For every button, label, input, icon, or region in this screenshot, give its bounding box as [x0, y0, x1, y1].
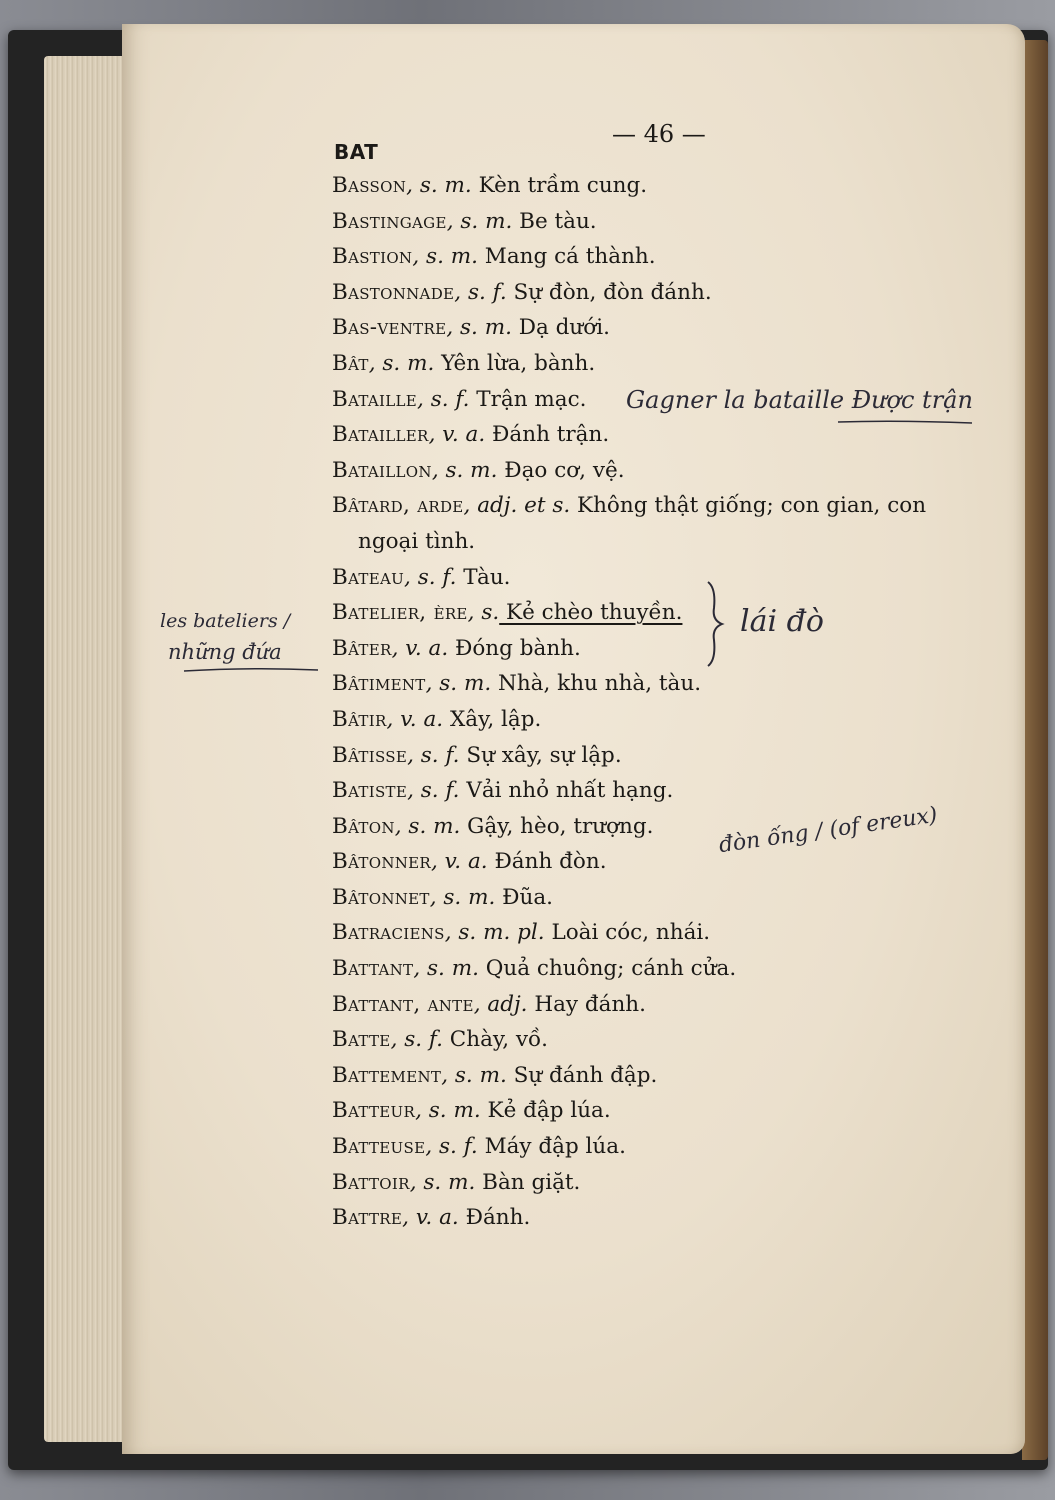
entry-grammar: , s. m. — [431, 457, 498, 483]
handwritten-underline — [836, 418, 976, 426]
entry-definition: Không thật giống; con gian, con — [570, 493, 927, 519]
handwritten-margin-note: les bateliers / — [160, 610, 291, 632]
entry-grammar: , v. a. — [386, 706, 444, 732]
book-spine-edge — [1022, 40, 1048, 1460]
entry-grammar: , s. m. — [394, 813, 461, 839]
dictionary-entry — [332, 666, 1012, 702]
entry-headword: Batte — [332, 1027, 391, 1053]
entry-definition: Sự đòn, đòn đánh. — [506, 279, 712, 305]
entry-grammar: , s. m. — [429, 884, 496, 910]
entry-headword: Bataillon — [332, 457, 432, 483]
entry-headword: Battant — [332, 956, 414, 982]
entry-definition: Gậy, hèo, trượng. — [460, 813, 654, 839]
handwritten-underline — [182, 666, 322, 674]
entry-grammar: , s. f. — [407, 742, 460, 768]
entry-grammar: , v. a. — [431, 849, 488, 875]
entry-definition: Be tàu. — [512, 208, 597, 234]
entry-headword: Battement — [332, 1062, 442, 1088]
dictionary-entry — [332, 844, 1012, 880]
entry-definition: Xây, lập. — [443, 706, 542, 732]
entry-definition: Mang cá thành. — [477, 244, 656, 270]
entry-definition: Kẻ đập lúa. — [480, 1098, 611, 1124]
entry-grammar: , s. m. — [441, 1062, 507, 1088]
dictionary-entry — [332, 1022, 1012, 1058]
entry-definition: Đánh đòn. — [487, 849, 607, 875]
entry-definition: Kẻ chèo thuyền. — [499, 600, 683, 626]
entry-headword: Batteuse — [332, 1134, 426, 1160]
entry-grammar: , s. f. — [454, 279, 507, 305]
entry-grammar: , s. m. — [446, 208, 513, 234]
dictionary-entry — [332, 915, 1012, 951]
entry-headword: Basson — [332, 173, 407, 198]
entry-definition: Đánh. — [458, 1205, 531, 1231]
entry-grammar: , s. m. pl. — [444, 920, 545, 946]
dictionary-entry — [332, 702, 1012, 738]
dictionary-entry — [332, 951, 1012, 987]
entry-headword: Bâtiment — [332, 671, 426, 697]
dictionary-entry — [332, 310, 1012, 346]
page-number: — 46 — — [612, 120, 706, 148]
dictionary-entry — [332, 168, 1012, 204]
entry-definition: Tàu. — [456, 564, 511, 590]
entry-grammar: , s. f. — [407, 778, 460, 804]
entry-headword: Bastonnade — [332, 279, 455, 305]
entry-headword: Bastion — [332, 244, 413, 270]
entry-definition-continued: ngoại tình. — [358, 528, 476, 554]
dictionary-entry — [332, 488, 1012, 559]
entry-grammar: , v. a. — [428, 422, 486, 448]
dictionary-entry — [332, 595, 1012, 631]
entry-definition: Trận mạc. — [469, 386, 587, 412]
entry-definition: Nhà, khu nhà, tàu. — [491, 671, 702, 697]
entry-definition: Vải nhỏ nhất hạng. — [459, 778, 674, 804]
entry-definition: Bàn giặt. — [475, 1169, 581, 1195]
dictionary-entries — [332, 168, 1012, 1236]
entry-headword: Bâtir — [332, 706, 387, 732]
entry-headword: Battoir — [332, 1169, 410, 1195]
entry-grammar: , s. m. — [413, 956, 479, 982]
entry-headword: Bâtonner — [332, 849, 432, 875]
dictionary-entry — [332, 1093, 1012, 1129]
entry-headword: Batailler — [332, 422, 429, 448]
entry-headword: Batraciens — [332, 920, 445, 946]
entry-grammar: , s. m. — [425, 671, 492, 697]
entry-grammar: , s. f. — [425, 1134, 478, 1160]
entry-headword: Bataille — [332, 386, 418, 412]
dictionary-entry — [332, 1058, 1012, 1094]
entry-headword: Bateau — [332, 564, 405, 590]
entry-headword: Batelier, ère — [332, 600, 468, 626]
dictionary-entry — [332, 275, 1012, 311]
entry-definition: Dạ dưới. — [511, 315, 610, 341]
entry-headword: Battant, ante — [332, 991, 474, 1017]
dictionary-entry — [332, 1165, 1012, 1201]
entry-grammar: , adj. et s. — [463, 493, 571, 519]
dictionary-entry — [332, 880, 1012, 916]
entry-grammar: , v. a. — [402, 1205, 459, 1231]
dictionary-entry — [332, 987, 1012, 1023]
handwritten-note-bataille: Gagner la bataille Được trận — [626, 386, 973, 414]
entry-definition: Đánh trận. — [485, 422, 610, 448]
dictionary-entry — [332, 1129, 1012, 1165]
entry-headword: Bastingage — [332, 208, 447, 234]
entry-grammar: , s. m. — [409, 1169, 476, 1195]
handwritten-brace — [700, 578, 730, 668]
entry-definition: Chày, vồ. — [442, 1027, 549, 1053]
dictionary-entry — [332, 631, 1012, 667]
entry-definition: Sự đánh đập. — [506, 1062, 658, 1088]
handwritten-note-baton: đòn ống / (of ereux) — [717, 802, 939, 859]
entry-headword: Bâtisse — [332, 742, 408, 768]
entry-headword: Bât — [332, 350, 369, 376]
entry-grammar: , s. m. — [406, 173, 472, 198]
entry-grammar: , s. m. — [412, 244, 478, 270]
entry-grammar: , adj. — [473, 991, 528, 1017]
dictionary-entry — [332, 346, 1012, 382]
dictionary-entry — [332, 773, 1012, 809]
entry-definition: Sự xây, sự lập. — [459, 742, 622, 768]
entry-definition: Máy đập lúa. — [477, 1134, 626, 1160]
dictionary-entry — [332, 560, 1012, 596]
entry-grammar: , s. — [467, 600, 500, 626]
entry-grammar: , s. f. — [404, 564, 457, 590]
entry-grammar: , s. f. — [390, 1027, 443, 1053]
handwritten-note-lai-do: lái đò — [740, 604, 824, 639]
entry-definition: Đũa. — [495, 884, 553, 910]
dictionary-entry — [332, 239, 1012, 275]
entry-headword: Batteur — [332, 1098, 416, 1124]
entry-headword: Battre — [332, 1205, 403, 1231]
entry-headword: Batiste — [332, 778, 408, 804]
entry-grammar: , v. a. — [391, 635, 449, 661]
entry-headword: Bâton — [332, 813, 395, 839]
running-head: BAT — [334, 140, 379, 164]
entry-definition: Đạo cơ, vệ. — [497, 457, 625, 483]
entry-definition: Yên lừa, bành. — [434, 350, 596, 376]
entry-headword: Bâtard, arde — [332, 493, 464, 519]
entry-headword: Bâter — [332, 635, 392, 661]
dictionary-entry — [332, 1200, 1012, 1236]
entry-headword: Bas-ventre — [332, 315, 447, 341]
entry-definition: Loài cóc, nhái. — [544, 920, 711, 946]
handwritten-margin-note: những đứa — [168, 640, 282, 664]
entry-headword: Bâtonnet — [332, 884, 430, 910]
entry-definition: Kèn trầm cung. — [471, 173, 648, 198]
dictionary-entry — [332, 453, 1012, 489]
dictionary-entry — [332, 204, 1012, 240]
entry-definition: Hay đánh. — [527, 991, 646, 1017]
entry-grammar: , s. m. — [446, 315, 512, 341]
dictionary-entry — [332, 738, 1012, 774]
entry-grammar: , s. m. — [368, 350, 435, 376]
entry-definition: Quả chuông; cánh cửa. — [478, 956, 737, 982]
entry-grammar: , s. f. — [417, 386, 470, 412]
entry-definition: Đóng bành. — [448, 635, 581, 661]
entry-grammar: , s. m. — [415, 1098, 481, 1124]
